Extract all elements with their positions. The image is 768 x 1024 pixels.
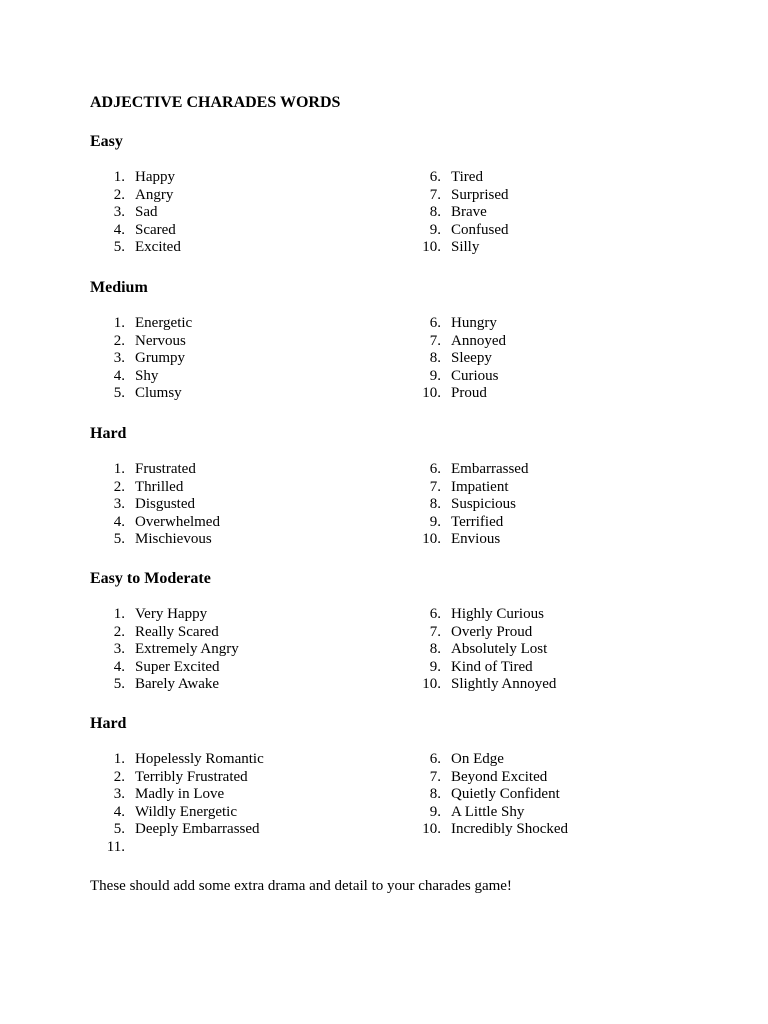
- section-heading-easy-to-moderate: Easy to Moderate: [90, 570, 211, 587]
- section-heading-easy: Easy: [90, 133, 123, 150]
- section-heading-hard-2: Hard: [90, 715, 127, 732]
- document-page: ADJECTIVE CHARADES WORDS Easy 1. Happy 2. Angry 3. Sad 4. Scared 5. Excited 6. Tired 7. Surprised 8. Brave 9. Confused 10. Silly Medium 1. Energetic 2. Nervous 3. Grumpy 4. Shy 5. Clumsy 6. Hungry 7. Annoyed 8. Sleepy 9. Curious 10. Proud Hard 1. Frustrated 2. Thrilled 3. Disgusted 4. Overwhelmed 5. Mischievous 6. Embarrassed 7. Impatient 8. Suspicious 9. Terrified 10. Envious Easy to Moderate 1. Very Happy 2. Really Scared 3. Extremely Angry 4. Super Excited 5. Barely Awake 6. Highly Curious 7. Overly Proud 8. Absolutely Lost 9. Kind of Tired 10. Slightly Annoyed Hard 1. Hopelessly Romantic 2. Terribly Frustrated 3. Madly in Love 4. Wildly Energetic 5. Deeply Embarrassed 11. 6. On Edge 7. Beyond Excited 8. Quietly Confident 9. A Little Shy 10. Incredibly Shocked These should add some extra drama and detail to your charades game!: [90, 94, 569, 894]
- section-heading-hard: Hard: [90, 425, 127, 442]
- document-title: ADJECTIVE CHARADES WORDS: [90, 94, 341, 111]
- closing-note: These should add some extra drama and detail to your charades game!: [90, 878, 512, 894]
- section-heading-medium: Medium: [90, 279, 148, 296]
